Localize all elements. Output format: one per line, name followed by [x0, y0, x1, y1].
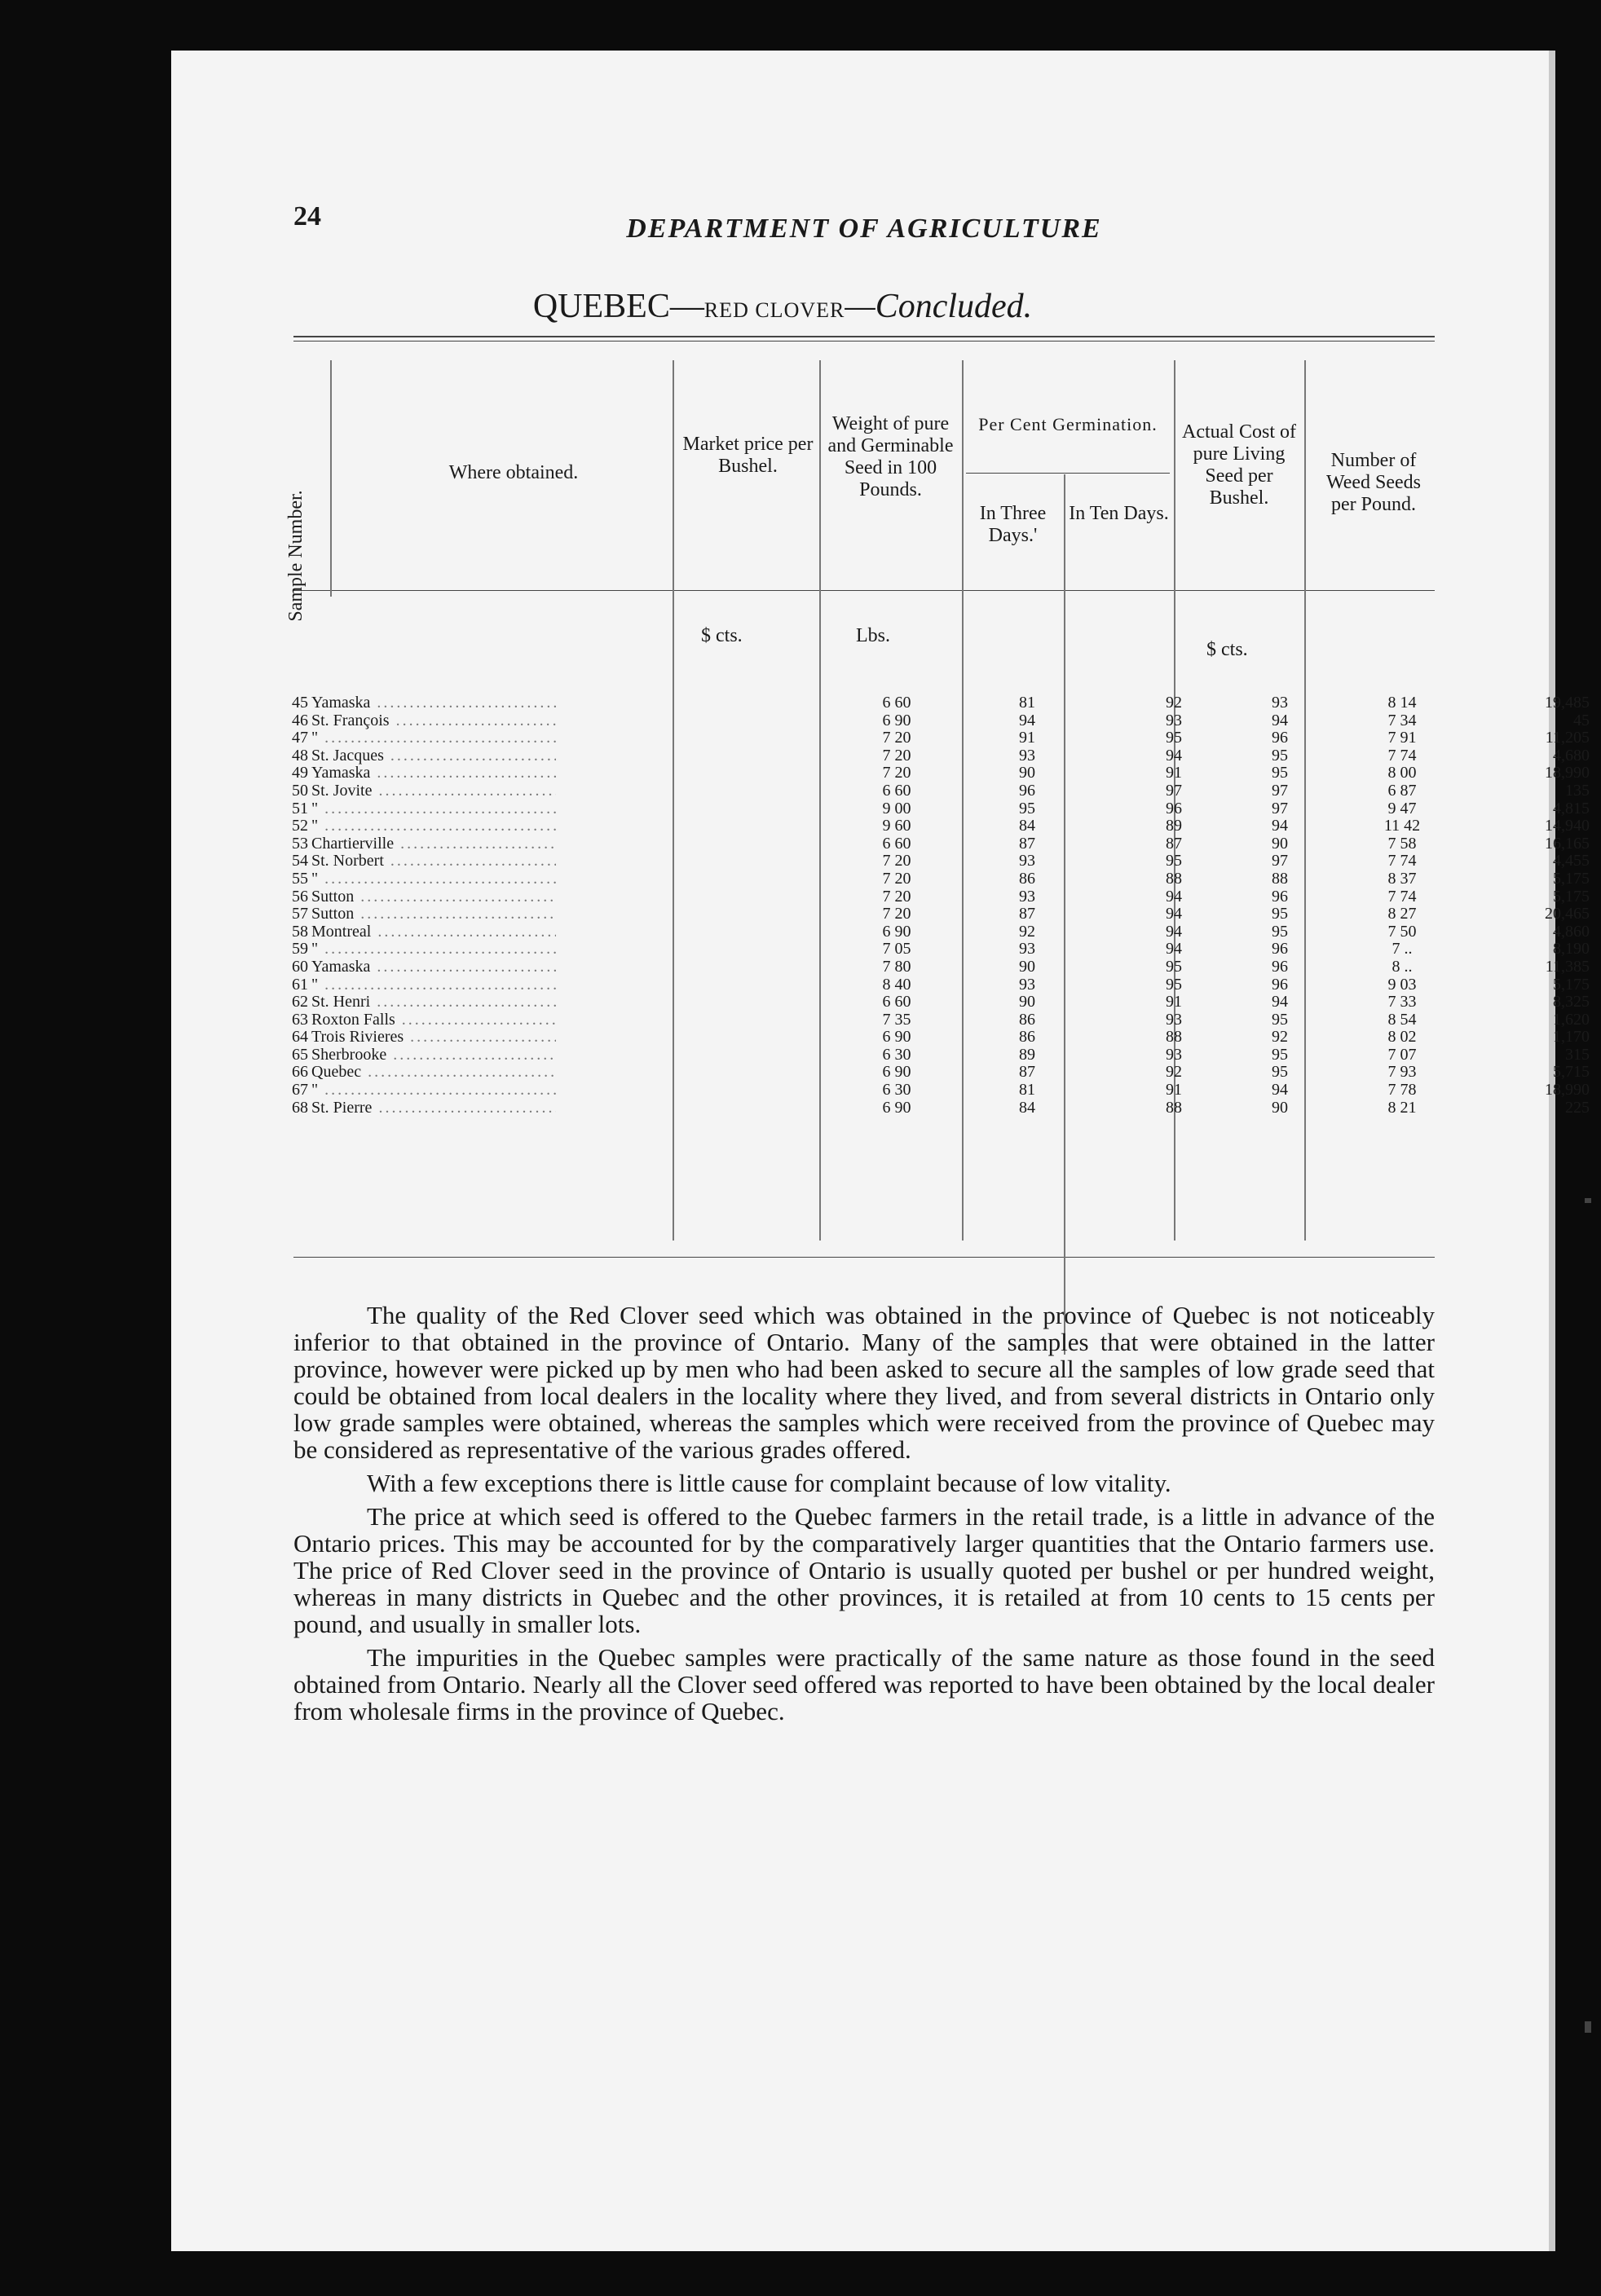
- table-row: [277, 694, 1590, 712]
- market-price: 6 60: [882, 781, 911, 800]
- market-price: 6 30: [882, 1045, 911, 1064]
- germinable-weight: 90: [1019, 764, 1035, 782]
- running-head: DEPARTMENT OF AGRICULTURE: [626, 214, 1102, 244]
- germinable-weight: 87: [1019, 834, 1035, 853]
- germination-three-days: 91: [1166, 1081, 1182, 1100]
- germinable-weight: 96: [1019, 781, 1035, 800]
- weed-seeds-count: 225: [1565, 1098, 1590, 1117]
- germination-three-days: 94: [1166, 746, 1182, 765]
- sample-number: 46: [292, 711, 308, 729]
- table-row: [277, 729, 1590, 747]
- actual-cost: 7 58: [1387, 834, 1417, 853]
- actual-cost: 7 33: [1387, 993, 1417, 1011]
- weed-seeds-count: 11,205: [1545, 729, 1590, 747]
- germinable-weight: 86: [1019, 1010, 1035, 1029]
- weed-seeds-count: 18,990: [1545, 1081, 1590, 1100]
- germination-three-days: 93: [1166, 1045, 1182, 1064]
- actual-cost: 7 07: [1387, 1045, 1417, 1064]
- germination-three-days: 95: [1166, 975, 1182, 994]
- market-price: 6 60: [882, 694, 911, 712]
- table-row: [277, 1010, 1590, 1029]
- sample-number: 55: [292, 869, 308, 888]
- market-price: 9 00: [882, 799, 911, 817]
- germination-three-days: 94: [1166, 905, 1182, 923]
- germinable-weight: 93: [1019, 887, 1035, 906]
- sample-number: 65: [292, 1045, 308, 1064]
- actual-cost: 7 91: [1387, 729, 1417, 747]
- weed-seeds-count: 5,175: [1553, 975, 1590, 994]
- germinable-weight: 90: [1019, 957, 1035, 976]
- header-weight: Weight of pure and Germinable Seed in 100 Pounds.: [827, 413, 954, 500]
- actual-cost: 8 21: [1387, 1098, 1417, 1117]
- sample-number: 59: [292, 940, 308, 959]
- header-weed-seeds: Number of Weed Seeds per Pound.: [1325, 450, 1422, 515]
- place-name: " .....: [311, 941, 556, 959]
- table-row: [277, 922, 1590, 941]
- place-name: Chartierville .....: [311, 835, 556, 853]
- germination-three-days: 95: [1166, 852, 1182, 870]
- germinable-weight: 94: [1019, 711, 1035, 729]
- unit-cost: $ cts.: [1206, 639, 1248, 660]
- germination-ten-days: 96: [1272, 887, 1288, 906]
- place-name: Sutton .....: [311, 888, 556, 906]
- place-name: Montreal .....: [311, 923, 556, 941]
- germination-three-days: 87: [1166, 834, 1182, 853]
- place-name: St. Norbert .....: [311, 853, 556, 870]
- sample-number: 67: [292, 1081, 308, 1100]
- sample-number: 48: [292, 746, 308, 765]
- germination-ten-days: 95: [1272, 1063, 1288, 1082]
- germination-ten-days: 97: [1272, 781, 1288, 800]
- germination-ten-days: 94: [1272, 1081, 1288, 1100]
- weed-seeds-count: 11,385: [1545, 957, 1590, 976]
- table-body: [277, 694, 1590, 1117]
- page-number: 24: [293, 201, 321, 231]
- sample-number: 57: [292, 905, 308, 923]
- column-divider: [330, 360, 332, 597]
- actual-cost: 8 02: [1387, 1028, 1417, 1047]
- germination-three-days: 88: [1166, 1098, 1182, 1117]
- germinable-weight: 86: [1019, 1028, 1035, 1047]
- unit-price: $ cts.: [701, 625, 743, 646]
- paragraph: The price at which seed is offered to the Quebec farmers in the retail trade, is a little in advance of the Ontario prices. This may be accounted for by the comparatively larger quantities that the Ontario farmers use. The price of Red Clover seed in the province of Ontario is usually quoted per bushel or per hundred weight, whereas in many districts in Quebec and the other provinces, it is retailed at from 10 cents to 15 cents per pound, and usually in smaller lots.: [293, 1502, 1435, 1638]
- sample-number: 60: [292, 957, 308, 976]
- table-row: [277, 975, 1590, 994]
- table-row: [277, 746, 1590, 765]
- germination-three-days: 92: [1166, 694, 1182, 712]
- place-name: " .....: [311, 729, 556, 747]
- actual-cost: 8 27: [1387, 905, 1417, 923]
- market-price: 6 90: [882, 922, 911, 941]
- germination-ten-days: 94: [1272, 993, 1288, 1011]
- germinable-weight: 81: [1019, 694, 1035, 712]
- table-row: [277, 1098, 1590, 1117]
- germination-three-days: 95: [1166, 957, 1182, 976]
- weed-seeds-count: 5,715: [1553, 1063, 1590, 1082]
- germinable-weight: 92: [1019, 922, 1035, 941]
- germination-ten-days: 96: [1272, 940, 1288, 959]
- germination-three-days: 94: [1166, 887, 1182, 906]
- table-top-rule: [293, 336, 1435, 337]
- actual-cost: 7 78: [1387, 1081, 1417, 1100]
- market-price: 6 90: [882, 1098, 911, 1117]
- market-price: 7 20: [882, 852, 911, 870]
- market-price: 7 80: [882, 957, 911, 976]
- body-text: [293, 1302, 1435, 1731]
- market-price: 6 90: [882, 711, 911, 729]
- place-name: Yamaska .....: [311, 959, 556, 976]
- weed-seeds-count: 4,455: [1553, 852, 1590, 870]
- germination-three-days: 94: [1166, 922, 1182, 941]
- table-row: [277, 1045, 1590, 1064]
- germination-ten-days: 95: [1272, 1010, 1288, 1029]
- weed-seeds-count: 14,940: [1545, 817, 1590, 835]
- germination-ten-days: 94: [1272, 711, 1288, 729]
- paragraph: With a few exceptions there is little cause for complaint because of low vitality.: [367, 1469, 1171, 1497]
- germination-three-days: 91: [1166, 764, 1182, 782]
- germination-ten-days: 96: [1272, 729, 1288, 747]
- germination-ten-days: 92: [1272, 1028, 1288, 1047]
- market-price: 6 30: [882, 1081, 911, 1100]
- table-row: [277, 1063, 1590, 1082]
- weed-seeds-count: 8,190: [1553, 940, 1590, 959]
- germination-ten-days: 90: [1272, 834, 1288, 853]
- table-row: [277, 1081, 1590, 1100]
- sample-number: 66: [292, 1063, 308, 1082]
- header-sample-number: Sample Number.: [285, 490, 307, 622]
- market-price: 6 60: [882, 993, 911, 1011]
- sample-number: 64: [292, 1028, 308, 1047]
- actual-cost: 11 42: [1383, 817, 1421, 835]
- actual-cost: 7 74: [1387, 746, 1417, 765]
- table-row: [277, 852, 1590, 870]
- weed-seeds-count: 5,175: [1553, 869, 1590, 888]
- germinable-weight: 87: [1019, 1063, 1035, 1082]
- table-row: [277, 711, 1590, 730]
- germination-ten-days: 95: [1272, 1045, 1288, 1064]
- sample-number: 49: [292, 764, 308, 782]
- germinable-weight: 87: [1019, 905, 1035, 923]
- table-title-smallcaps: RED CLOVER: [703, 298, 845, 322]
- actual-cost: 8 00: [1387, 764, 1417, 782]
- weed-seeds-count: 1,620: [1553, 1010, 1590, 1029]
- sample-number: 58: [292, 922, 308, 941]
- germination-three-days: 89: [1166, 817, 1182, 835]
- header-three-days: In Three Days.': [979, 503, 1047, 546]
- place-name: " .....: [311, 976, 556, 994]
- weed-seeds-count: 4,860: [1553, 922, 1590, 941]
- germination-ten-days: 95: [1272, 922, 1288, 941]
- market-price: 6 60: [882, 834, 911, 853]
- germination-ten-days: 94: [1272, 817, 1288, 835]
- table-row: [277, 834, 1590, 853]
- table-bottom-rule: [293, 1257, 1435, 1258]
- table-row: [277, 781, 1590, 800]
- place-name: Sutton .....: [311, 906, 556, 923]
- germination-three-days: 88: [1166, 1028, 1182, 1047]
- market-price: 7 20: [882, 869, 911, 888]
- weed-seeds-count: 1,170: [1553, 1028, 1590, 1047]
- market-price: 7 35: [882, 1010, 911, 1029]
- germination-ten-days: 93: [1272, 694, 1288, 712]
- actual-cost: 8 37: [1387, 869, 1417, 888]
- market-price: 7 20: [882, 887, 911, 906]
- weed-seeds-count: 20,465: [1545, 905, 1590, 923]
- table-row: [277, 817, 1590, 835]
- weed-seeds-count: 5,175: [1553, 887, 1590, 906]
- market-price: 6 90: [882, 1063, 911, 1082]
- sample-number: 45: [292, 694, 308, 712]
- table-title-main: QUEBEC—: [532, 288, 704, 325]
- table-row: [277, 799, 1590, 818]
- paragraph: The quality of the Red Clover seed which was obtained in the province of Quebec is not noticeably inferior to that obtained in the province of Ontario. Many of the samples that were obtained in the latter province, however were picked up by men who had been asked to secure all the samples of low grade seed that could be obtained from local dealers in the locality where they lived, and from several districts in Ontario only low grade samples were obtained, whereas the samples which were received from the province of Quebec may be considered as representative of the various grades offered.: [293, 1301, 1435, 1464]
- actual-cost: 7 ..: [1392, 940, 1413, 959]
- table-row: [277, 993, 1590, 1011]
- germination-three-days: 91: [1166, 993, 1182, 1011]
- header-market-price: Market price per Bushel.: [682, 434, 814, 477]
- table-row: [277, 887, 1590, 906]
- place-name: St. François .....: [311, 712, 556, 730]
- germinable-weight: 93: [1019, 940, 1035, 959]
- germinable-weight: 84: [1019, 1098, 1035, 1117]
- actual-cost: 9 47: [1387, 799, 1417, 817]
- actual-cost: 8 ..: [1392, 957, 1413, 976]
- sample-number: 56: [292, 887, 308, 906]
- unit-weight: Lbs.: [856, 625, 890, 646]
- germination-ten-days: 97: [1272, 852, 1288, 870]
- scan-edge-mark: [1585, 1198, 1591, 1203]
- actual-cost: 7 50: [1387, 922, 1417, 941]
- document-page: [171, 51, 1590, 2251]
- actual-cost: 7 93: [1387, 1063, 1417, 1082]
- market-price: 6 90: [882, 1028, 911, 1047]
- germination-ten-days: 95: [1272, 905, 1288, 923]
- market-price: 7 20: [882, 746, 911, 765]
- paragraph: The impurities in the Quebec samples were practically of the same nature as those found in the seed obtained from Ontario. Nearly all the Clover seed offered was reported to have been obtained by the local dealer from wholesale firms in the province of Quebec.: [293, 1643, 1435, 1725]
- place-name: " .....: [311, 1082, 556, 1100]
- table-title-italic: —Concluded.: [845, 288, 1033, 325]
- sample-number: 54: [292, 852, 308, 870]
- germination-three-days: 93: [1166, 711, 1182, 729]
- place-name: Quebec .....: [311, 1064, 556, 1082]
- germination-three-days: 93: [1166, 1010, 1182, 1029]
- weed-seeds-count: 18,990: [1545, 764, 1590, 782]
- place-name: St. Jacques .....: [311, 747, 556, 765]
- actual-cost: 8 54: [1387, 1010, 1417, 1029]
- germinable-weight: 81: [1019, 1081, 1035, 1100]
- sample-number: 47: [292, 729, 308, 747]
- place-name: Yamaska .....: [311, 694, 556, 712]
- actual-cost: 9 03: [1387, 975, 1417, 994]
- germination-three-days: 92: [1166, 1063, 1182, 1082]
- weed-seeds-count: 4,680: [1553, 746, 1590, 765]
- actual-cost: 7 74: [1387, 852, 1417, 870]
- market-price: 7 05: [882, 940, 911, 959]
- market-price: 8 40: [882, 975, 911, 994]
- place-name: " .....: [311, 870, 556, 888]
- weed-seeds-count: 8,325: [1553, 993, 1590, 1011]
- germinable-weight: 86: [1019, 869, 1035, 888]
- header-where-obtained: Where obtained.: [448, 462, 579, 483]
- weed-seeds-count: 19,485: [1545, 694, 1590, 712]
- market-price: 7 20: [882, 764, 911, 782]
- weed-seeds-count: 16,165: [1545, 834, 1590, 853]
- germination-ten-days: 96: [1272, 975, 1288, 994]
- place-name: Yamaska .....: [311, 765, 556, 782]
- place-name: " .....: [311, 817, 556, 835]
- germinable-weight: 84: [1019, 817, 1035, 835]
- table-top-rule-2: [293, 341, 1435, 342]
- market-price: 7 20: [882, 729, 911, 747]
- sample-number: 50: [292, 781, 308, 800]
- header-ten-days: In Ten Days.: [1069, 503, 1169, 524]
- germinable-weight: 90: [1019, 993, 1035, 1011]
- table-title: [416, 287, 1149, 326]
- place-name: St. Henri .....: [311, 994, 556, 1011]
- actual-cost: 8 14: [1387, 694, 1417, 712]
- sample-number: 53: [292, 834, 308, 853]
- market-price: 7 20: [882, 905, 911, 923]
- header-actual-cost: Actual Cost of pure Living Seed per Bushel.: [1182, 421, 1296, 509]
- germinable-weight: 89: [1019, 1045, 1035, 1064]
- weed-seeds-count: 45: [1573, 711, 1590, 729]
- weed-seeds-count: 315: [1565, 1045, 1590, 1064]
- germinable-weight: 93: [1019, 975, 1035, 994]
- place-name: Sherbrooke .....: [311, 1047, 556, 1064]
- actual-cost: 7 74: [1387, 887, 1417, 906]
- table-row: [277, 940, 1590, 959]
- table-row: [277, 1028, 1590, 1047]
- scan-edge-mark: [1585, 2021, 1591, 2033]
- weed-seeds-count: 4,815: [1553, 799, 1590, 817]
- place-name: St. Pierre .....: [311, 1100, 556, 1117]
- germinable-weight: 93: [1019, 852, 1035, 870]
- germination-ten-days: 97: [1272, 799, 1288, 817]
- germinable-weight: 95: [1019, 799, 1035, 817]
- header-bottom-rule: [293, 590, 1435, 591]
- germination-ten-days: 90: [1272, 1098, 1288, 1117]
- sample-number: 61: [292, 975, 308, 994]
- sample-number: 68: [292, 1098, 308, 1117]
- germination-three-days: 95: [1166, 729, 1182, 747]
- germination-three-days: 97: [1166, 781, 1182, 800]
- germination-three-days: 94: [1166, 940, 1182, 959]
- table-row: [277, 869, 1590, 888]
- market-price: 9 60: [882, 817, 911, 835]
- table-row: [277, 764, 1590, 782]
- table-row: [277, 905, 1590, 923]
- sample-number: 63: [292, 1010, 308, 1029]
- weed-seeds-count: 135: [1565, 781, 1590, 800]
- place-name: " .....: [311, 800, 556, 818]
- germination-ten-days: 95: [1272, 746, 1288, 765]
- actual-cost: 6 87: [1387, 781, 1417, 800]
- table-row: [277, 957, 1590, 976]
- germination-ten-days: 88: [1272, 869, 1288, 888]
- actual-cost: 7 34: [1387, 711, 1417, 729]
- germination-rule: [966, 473, 1170, 474]
- sample-number: 62: [292, 993, 308, 1011]
- place-name: Roxton Falls .....: [311, 1011, 556, 1029]
- header-per-cent-germination: Per Cent Germination.: [978, 414, 1158, 434]
- place-name: Trois Rivieres .....: [311, 1029, 556, 1047]
- germination-three-days: 88: [1166, 869, 1182, 888]
- sample-number: 51: [292, 799, 308, 817]
- germination-three-days: 96: [1166, 799, 1182, 817]
- germination-ten-days: 95: [1272, 764, 1288, 782]
- sample-number: 52: [292, 817, 308, 835]
- germination-ten-days: 96: [1272, 957, 1288, 976]
- germinable-weight: 91: [1019, 729, 1035, 747]
- place-name: St. Jovite .....: [311, 782, 556, 800]
- germinable-weight: 93: [1019, 746, 1035, 765]
